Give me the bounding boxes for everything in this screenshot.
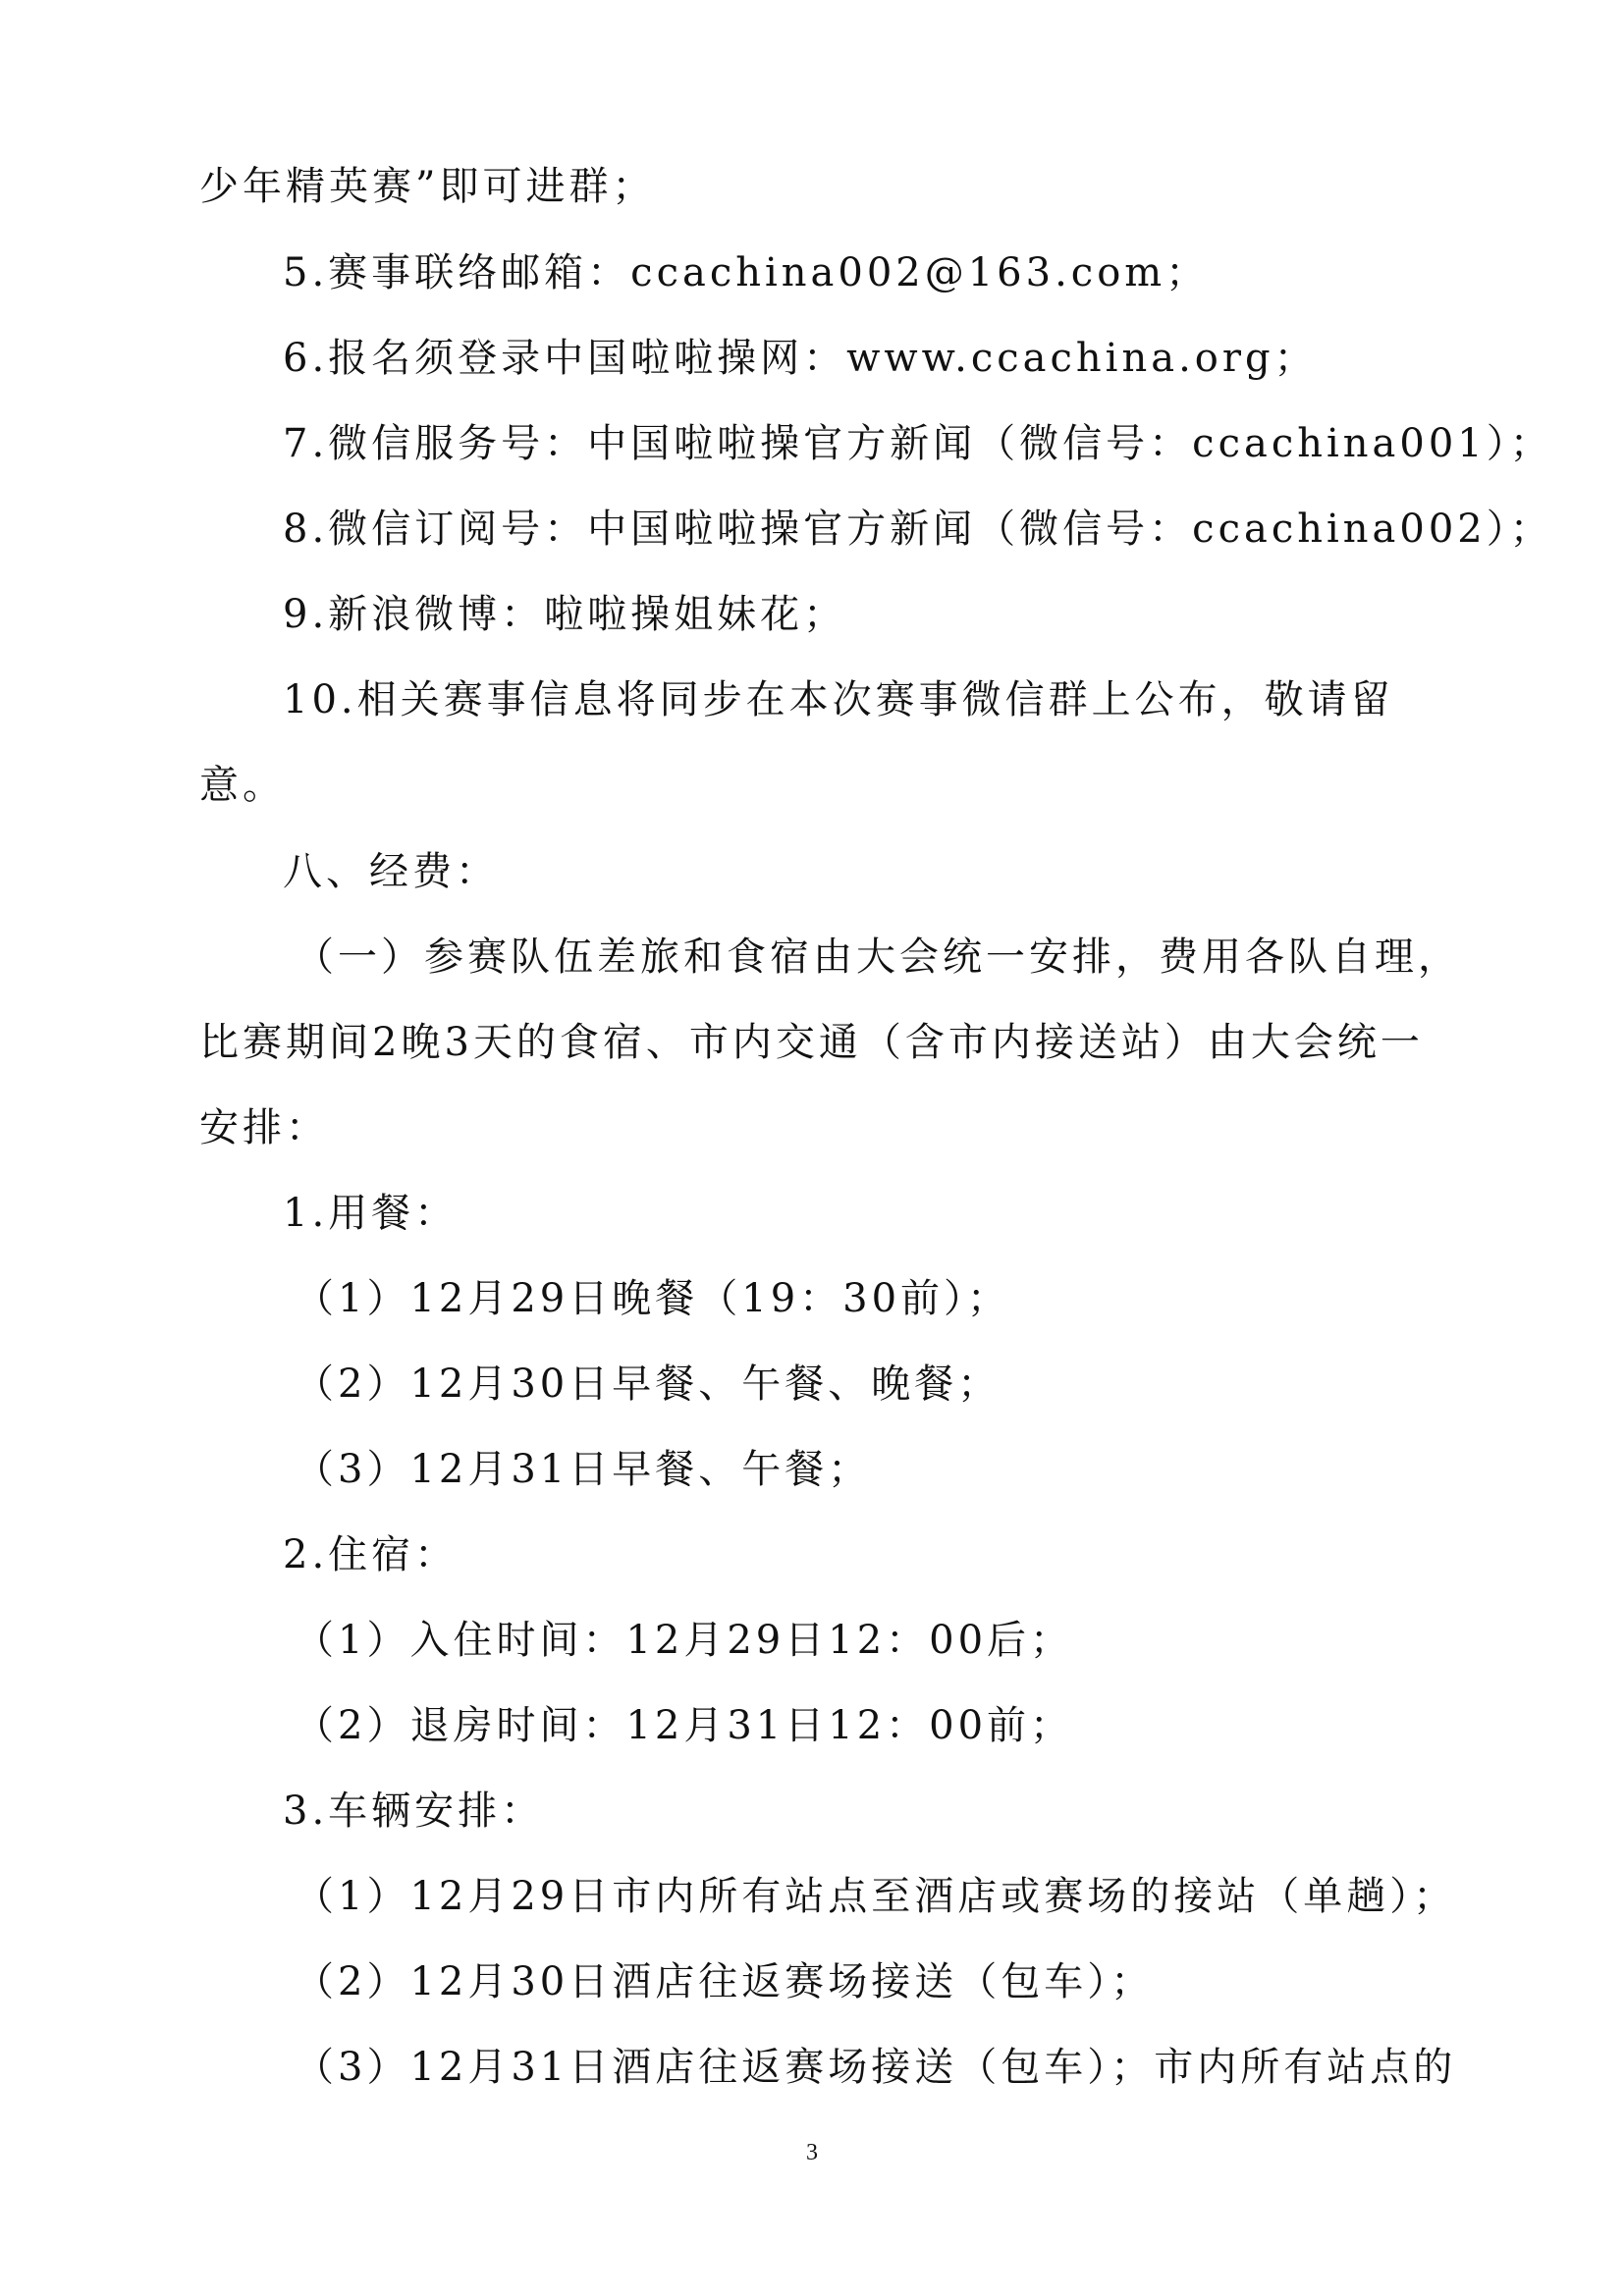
list-item: （1）12月29日市内所有站点至酒店或赛场的接站（单趟）； — [295, 1874, 1457, 1919]
list-item: （2）12月30日早餐、午餐、晚餐； — [295, 1362, 1001, 1407]
page-number: 3 — [806, 2140, 818, 2165]
subsection-heading: 3.车辆安排： — [283, 1789, 545, 1834]
list-item: （3）12月31日酒店往返赛场接送（包车）；市内所有站点的 — [295, 2045, 1457, 2090]
paragraph-line: 9.新浪微博：啦啦操姐妹花； — [283, 592, 847, 637]
paragraph-line: 6.报名须登录中国啦啦操网：www.ccachina.org； — [283, 336, 1318, 381]
paragraph-line: 8.微信订阅号：中国啦啦操官方新闻（微信号：ccachina002）； — [283, 507, 1553, 552]
paragraph-line: （一）参赛队伍差旅和食宿由大会统一安排，费用各队自理， — [295, 934, 1461, 980]
list-item: （3）12月31日早餐、午餐； — [295, 1447, 872, 1492]
list-item: （2）退房时间：12月31日12：00前； — [295, 1703, 1074, 1748]
section-heading: 八、经费： — [283, 849, 499, 894]
paragraph-line: 10.相关赛事信息将同步在本次赛事微信群上公布，敬请留 — [283, 677, 1394, 722]
paragraph-line: 5.赛事联络邮箱：ccachina002@163.com； — [283, 250, 1210, 295]
paragraph-line: 比赛期间2晚3天的食宿、市内交通（含市内接送站）由大会统一 — [199, 1020, 1424, 1065]
subsection-heading: 2.住宿： — [283, 1532, 459, 1577]
list-item: （1）入住时间：12月29日12：00后； — [295, 1618, 1074, 1663]
paragraph-line: 意。 — [199, 763, 286, 808]
paragraph-line: 7.微信服务号：中国啦啦操官方新闻（微信号：ccachina001）； — [283, 421, 1553, 466]
list-item: （1）12月29日晚餐（19：30前）； — [295, 1276, 1011, 1321]
paragraph-line: 少年精英赛”即可进群； — [199, 164, 656, 209]
subsection-heading: 1.用餐： — [283, 1191, 459, 1236]
list-item: （2）12月30日酒店往返赛场接送（包车）； — [295, 1959, 1155, 2004]
paragraph-line: 安排： — [199, 1105, 329, 1150]
